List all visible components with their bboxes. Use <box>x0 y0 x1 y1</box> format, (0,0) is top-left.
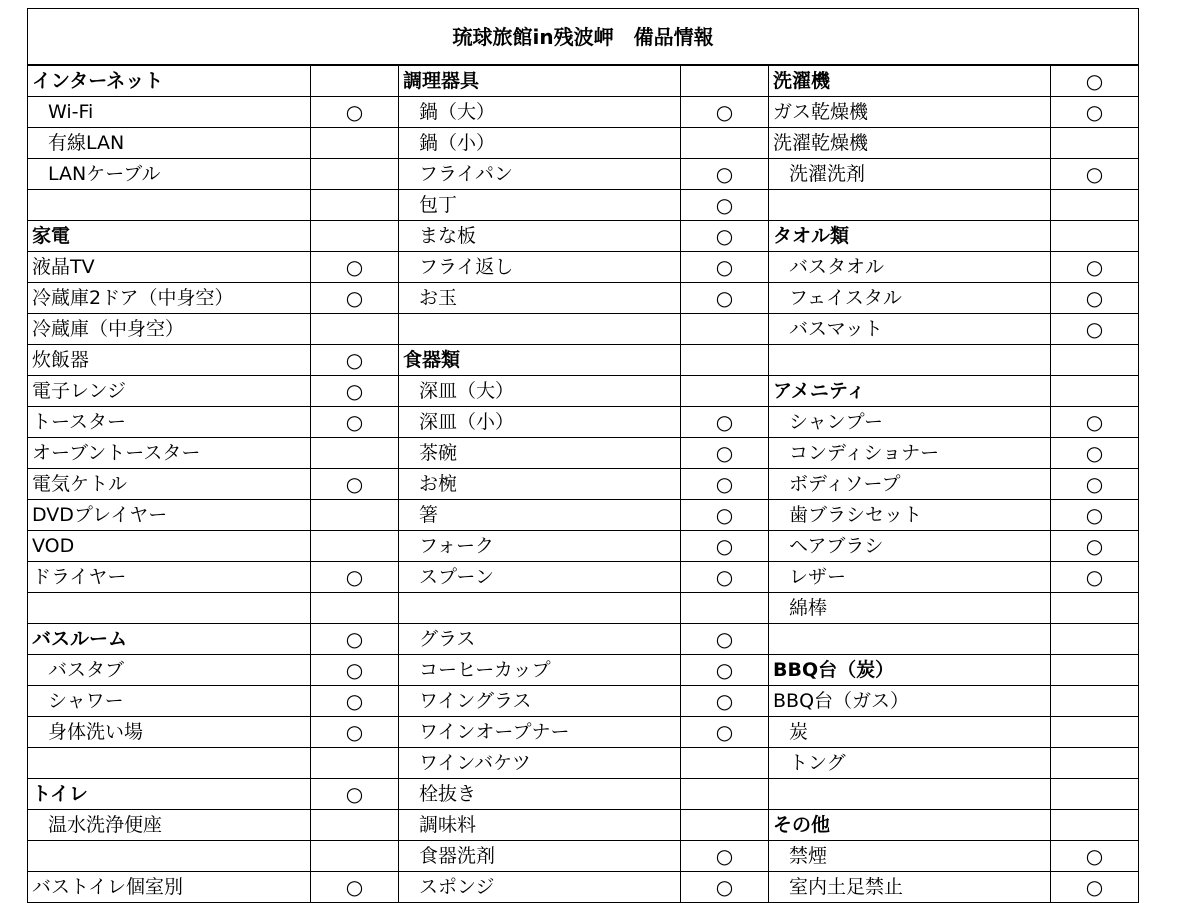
availability-mark: ○ <box>681 872 769 903</box>
availability-mark: ○ <box>681 841 769 872</box>
availability-mark <box>681 810 769 841</box>
item-name: 室内土足禁止 <box>769 872 1051 903</box>
availability-mark: ○ <box>681 438 769 469</box>
availability-mark <box>681 593 769 624</box>
table-row <box>28 717 1139 748</box>
availability-mark <box>1051 128 1139 159</box>
item-name <box>28 841 311 872</box>
category-header: アメニティ <box>769 376 1051 407</box>
item-name <box>28 748 311 779</box>
item-name: 洗濯乾燥機 <box>769 128 1051 159</box>
availability-mark <box>311 748 399 779</box>
table-row <box>28 779 1139 810</box>
availability-mark: ○ <box>681 190 769 221</box>
table-row <box>28 686 1139 717</box>
availability-mark <box>1051 190 1139 221</box>
availability-mark: ○ <box>311 717 399 748</box>
category-header: 家電 <box>28 221 311 252</box>
availability-mark: ○ <box>681 407 769 438</box>
table-row <box>28 128 1139 159</box>
item-name: 禁煙 <box>769 841 1051 872</box>
availability-mark: ○ <box>681 717 769 748</box>
item-name: 深皿（大） <box>399 376 681 407</box>
item-name <box>399 314 681 345</box>
page-title: 琉球旅館in残波岬 備品情報 <box>28 9 1139 66</box>
category-header: 洗濯機 <box>769 65 1051 97</box>
availability-mark: ○ <box>681 221 769 252</box>
availability-mark: ○ <box>681 686 769 717</box>
availability-mark <box>1051 717 1139 748</box>
table-row <box>28 500 1139 531</box>
item-name <box>769 624 1051 655</box>
availability-mark <box>1051 376 1139 407</box>
table-row <box>28 655 1139 686</box>
availability-mark: ○ <box>311 345 399 376</box>
item-name: シャワー <box>28 686 311 717</box>
availability-mark: ○ <box>681 624 769 655</box>
availability-mark: ○ <box>681 655 769 686</box>
availability-mark: ○ <box>311 407 399 438</box>
table-row <box>28 593 1139 624</box>
item-name: ワインバケツ <box>399 748 681 779</box>
item-name: LANケーブル <box>28 159 311 190</box>
availability-mark <box>681 345 769 376</box>
availability-mark: ○ <box>681 97 769 128</box>
item-name: トースター <box>28 407 311 438</box>
category-header: バスルーム <box>28 624 311 655</box>
availability-mark: ○ <box>1051 562 1139 593</box>
item-name: VOD <box>28 531 311 562</box>
availability-mark: ○ <box>311 562 399 593</box>
category-header: BBQ台（炭） <box>769 655 1051 686</box>
availability-mark <box>1051 345 1139 376</box>
availability-mark <box>681 65 769 97</box>
availability-mark <box>311 531 399 562</box>
item-name: 鍋（大） <box>399 97 681 128</box>
table-row <box>28 159 1139 190</box>
availability-mark: ○ <box>1051 500 1139 531</box>
table-row <box>28 376 1139 407</box>
category-header: 食器類 <box>399 345 681 376</box>
availability-mark: ○ <box>311 655 399 686</box>
availability-mark <box>681 128 769 159</box>
availability-mark: ○ <box>681 469 769 500</box>
category-header: その他 <box>769 810 1051 841</box>
availability-mark: ○ <box>311 376 399 407</box>
table-row <box>28 190 1139 221</box>
item-name: 温水洗浄便座 <box>28 810 311 841</box>
table-row <box>28 65 1139 97</box>
availability-mark <box>311 841 399 872</box>
item-name: ガス乾燥機 <box>769 97 1051 128</box>
item-name: 有線LAN <box>28 128 311 159</box>
item-name <box>769 779 1051 810</box>
availability-mark <box>681 779 769 810</box>
availability-mark: ○ <box>681 531 769 562</box>
item-name: バスタオル <box>769 252 1051 283</box>
availability-mark <box>1051 748 1139 779</box>
item-name: 冷蔵庫（中身空） <box>28 314 311 345</box>
item-name: Wi-Fi <box>28 97 311 128</box>
table-row <box>28 531 1139 562</box>
item-name: 身体洗い場 <box>28 717 311 748</box>
item-name: BBQ台（ガス） <box>769 686 1051 717</box>
availability-mark <box>681 748 769 779</box>
item-name: お椀 <box>399 469 681 500</box>
availability-mark: ○ <box>1051 841 1139 872</box>
item-name: レザー <box>769 562 1051 593</box>
availability-mark <box>681 314 769 345</box>
item-name: スプーン <box>399 562 681 593</box>
availability-mark <box>1051 624 1139 655</box>
availability-mark: ○ <box>1051 872 1139 903</box>
availability-mark <box>1051 221 1139 252</box>
item-name: 歯ブラシセット <box>769 500 1051 531</box>
item-name: 電気ケトル <box>28 469 311 500</box>
item-name <box>769 345 1051 376</box>
availability-mark: ○ <box>311 283 399 314</box>
item-name: トング <box>769 748 1051 779</box>
item-name: お玉 <box>399 283 681 314</box>
availability-mark: ○ <box>681 283 769 314</box>
availability-mark <box>1051 593 1139 624</box>
availability-mark: ○ <box>1051 438 1139 469</box>
availability-mark <box>1051 779 1139 810</box>
table-row <box>28 97 1139 128</box>
table-row <box>28 624 1139 655</box>
availability-mark: ○ <box>681 252 769 283</box>
table-row <box>28 314 1139 345</box>
availability-mark: ○ <box>1051 97 1139 128</box>
availability-mark <box>311 128 399 159</box>
table-row <box>28 283 1139 314</box>
item-name: バスマット <box>769 314 1051 345</box>
availability-mark: ○ <box>311 872 399 903</box>
table-row <box>28 872 1139 903</box>
amenities-table <box>27 8 1139 903</box>
title-row <box>28 9 1139 66</box>
availability-mark <box>1051 655 1139 686</box>
item-name: ヘアブラシ <box>769 531 1051 562</box>
item-name <box>399 593 681 624</box>
availability-mark <box>311 221 399 252</box>
availability-mark <box>681 376 769 407</box>
item-name: 茶碗 <box>399 438 681 469</box>
item-name: コンディショナー <box>769 438 1051 469</box>
availability-mark <box>1051 810 1139 841</box>
item-name: 箸 <box>399 500 681 531</box>
availability-mark: ○ <box>311 779 399 810</box>
item-name: オーブントースター <box>28 438 311 469</box>
item-name: まな板 <box>399 221 681 252</box>
availability-mark <box>311 190 399 221</box>
item-name: バストイレ個室別 <box>28 872 311 903</box>
item-name: 包丁 <box>399 190 681 221</box>
item-name: 炊飯器 <box>28 345 311 376</box>
availability-mark: ○ <box>1051 252 1139 283</box>
item-name: ドライヤー <box>28 562 311 593</box>
item-name: フライパン <box>399 159 681 190</box>
item-name: 炭 <box>769 717 1051 748</box>
item-name: 深皿（小） <box>399 407 681 438</box>
availability-mark <box>311 438 399 469</box>
availability-mark: ○ <box>1051 531 1139 562</box>
availability-mark <box>311 314 399 345</box>
item-name: 洗濯洗剤 <box>769 159 1051 190</box>
table-row <box>28 407 1139 438</box>
availability-mark <box>311 593 399 624</box>
item-name: シャンプー <box>769 407 1051 438</box>
availability-mark: ○ <box>311 252 399 283</box>
availability-mark: ○ <box>1051 469 1139 500</box>
availability-mark: ○ <box>311 469 399 500</box>
item-name: 綿棒 <box>769 593 1051 624</box>
table-row <box>28 810 1139 841</box>
category-header: インターネット <box>28 65 311 97</box>
table-row <box>28 562 1139 593</box>
item-name: 栓抜き <box>399 779 681 810</box>
category-header: タオル類 <box>769 221 1051 252</box>
availability-mark <box>311 159 399 190</box>
table-row <box>28 252 1139 283</box>
item-name: ワインオープナー <box>399 717 681 748</box>
item-name: バスタブ <box>28 655 311 686</box>
availability-mark <box>311 500 399 531</box>
table-row <box>28 221 1139 252</box>
item-name: ボディソープ <box>769 469 1051 500</box>
availability-mark: ○ <box>311 97 399 128</box>
availability-mark: ○ <box>311 686 399 717</box>
table-row <box>28 748 1139 779</box>
table-row <box>28 345 1139 376</box>
table-row <box>28 438 1139 469</box>
item-name: フェイスタル <box>769 283 1051 314</box>
item-name: 食器洗剤 <box>399 841 681 872</box>
availability-mark <box>311 65 399 97</box>
item-name: DVDプレイヤー <box>28 500 311 531</box>
item-name: 冷蔵庫2ドア（中身空） <box>28 283 311 314</box>
table-row <box>28 469 1139 500</box>
item-name: ワイングラス <box>399 686 681 717</box>
item-name <box>769 190 1051 221</box>
availability-mark: ○ <box>1051 314 1139 345</box>
category-header: トイレ <box>28 779 311 810</box>
item-name: コーヒーカップ <box>399 655 681 686</box>
availability-mark: ○ <box>681 500 769 531</box>
item-name: 電子レンジ <box>28 376 311 407</box>
item-name: スポンジ <box>399 872 681 903</box>
item-name: 調味料 <box>399 810 681 841</box>
availability-mark: ○ <box>1051 159 1139 190</box>
availability-mark: ○ <box>311 624 399 655</box>
item-name: 鍋（小） <box>399 128 681 159</box>
item-name: グラス <box>399 624 681 655</box>
category-header: 調理器具 <box>399 65 681 97</box>
availability-mark: ○ <box>1051 283 1139 314</box>
item-name <box>28 190 311 221</box>
availability-mark <box>311 810 399 841</box>
item-name: 液晶TV <box>28 252 311 283</box>
availability-mark: ○ <box>681 159 769 190</box>
item-name: フライ返し <box>399 252 681 283</box>
item-name <box>28 593 311 624</box>
availability-mark: ○ <box>681 562 769 593</box>
table-row <box>28 841 1139 872</box>
availability-mark: ○ <box>1051 407 1139 438</box>
availability-mark: ○ <box>1051 65 1139 97</box>
availability-mark <box>1051 686 1139 717</box>
item-name: フォーク <box>399 531 681 562</box>
